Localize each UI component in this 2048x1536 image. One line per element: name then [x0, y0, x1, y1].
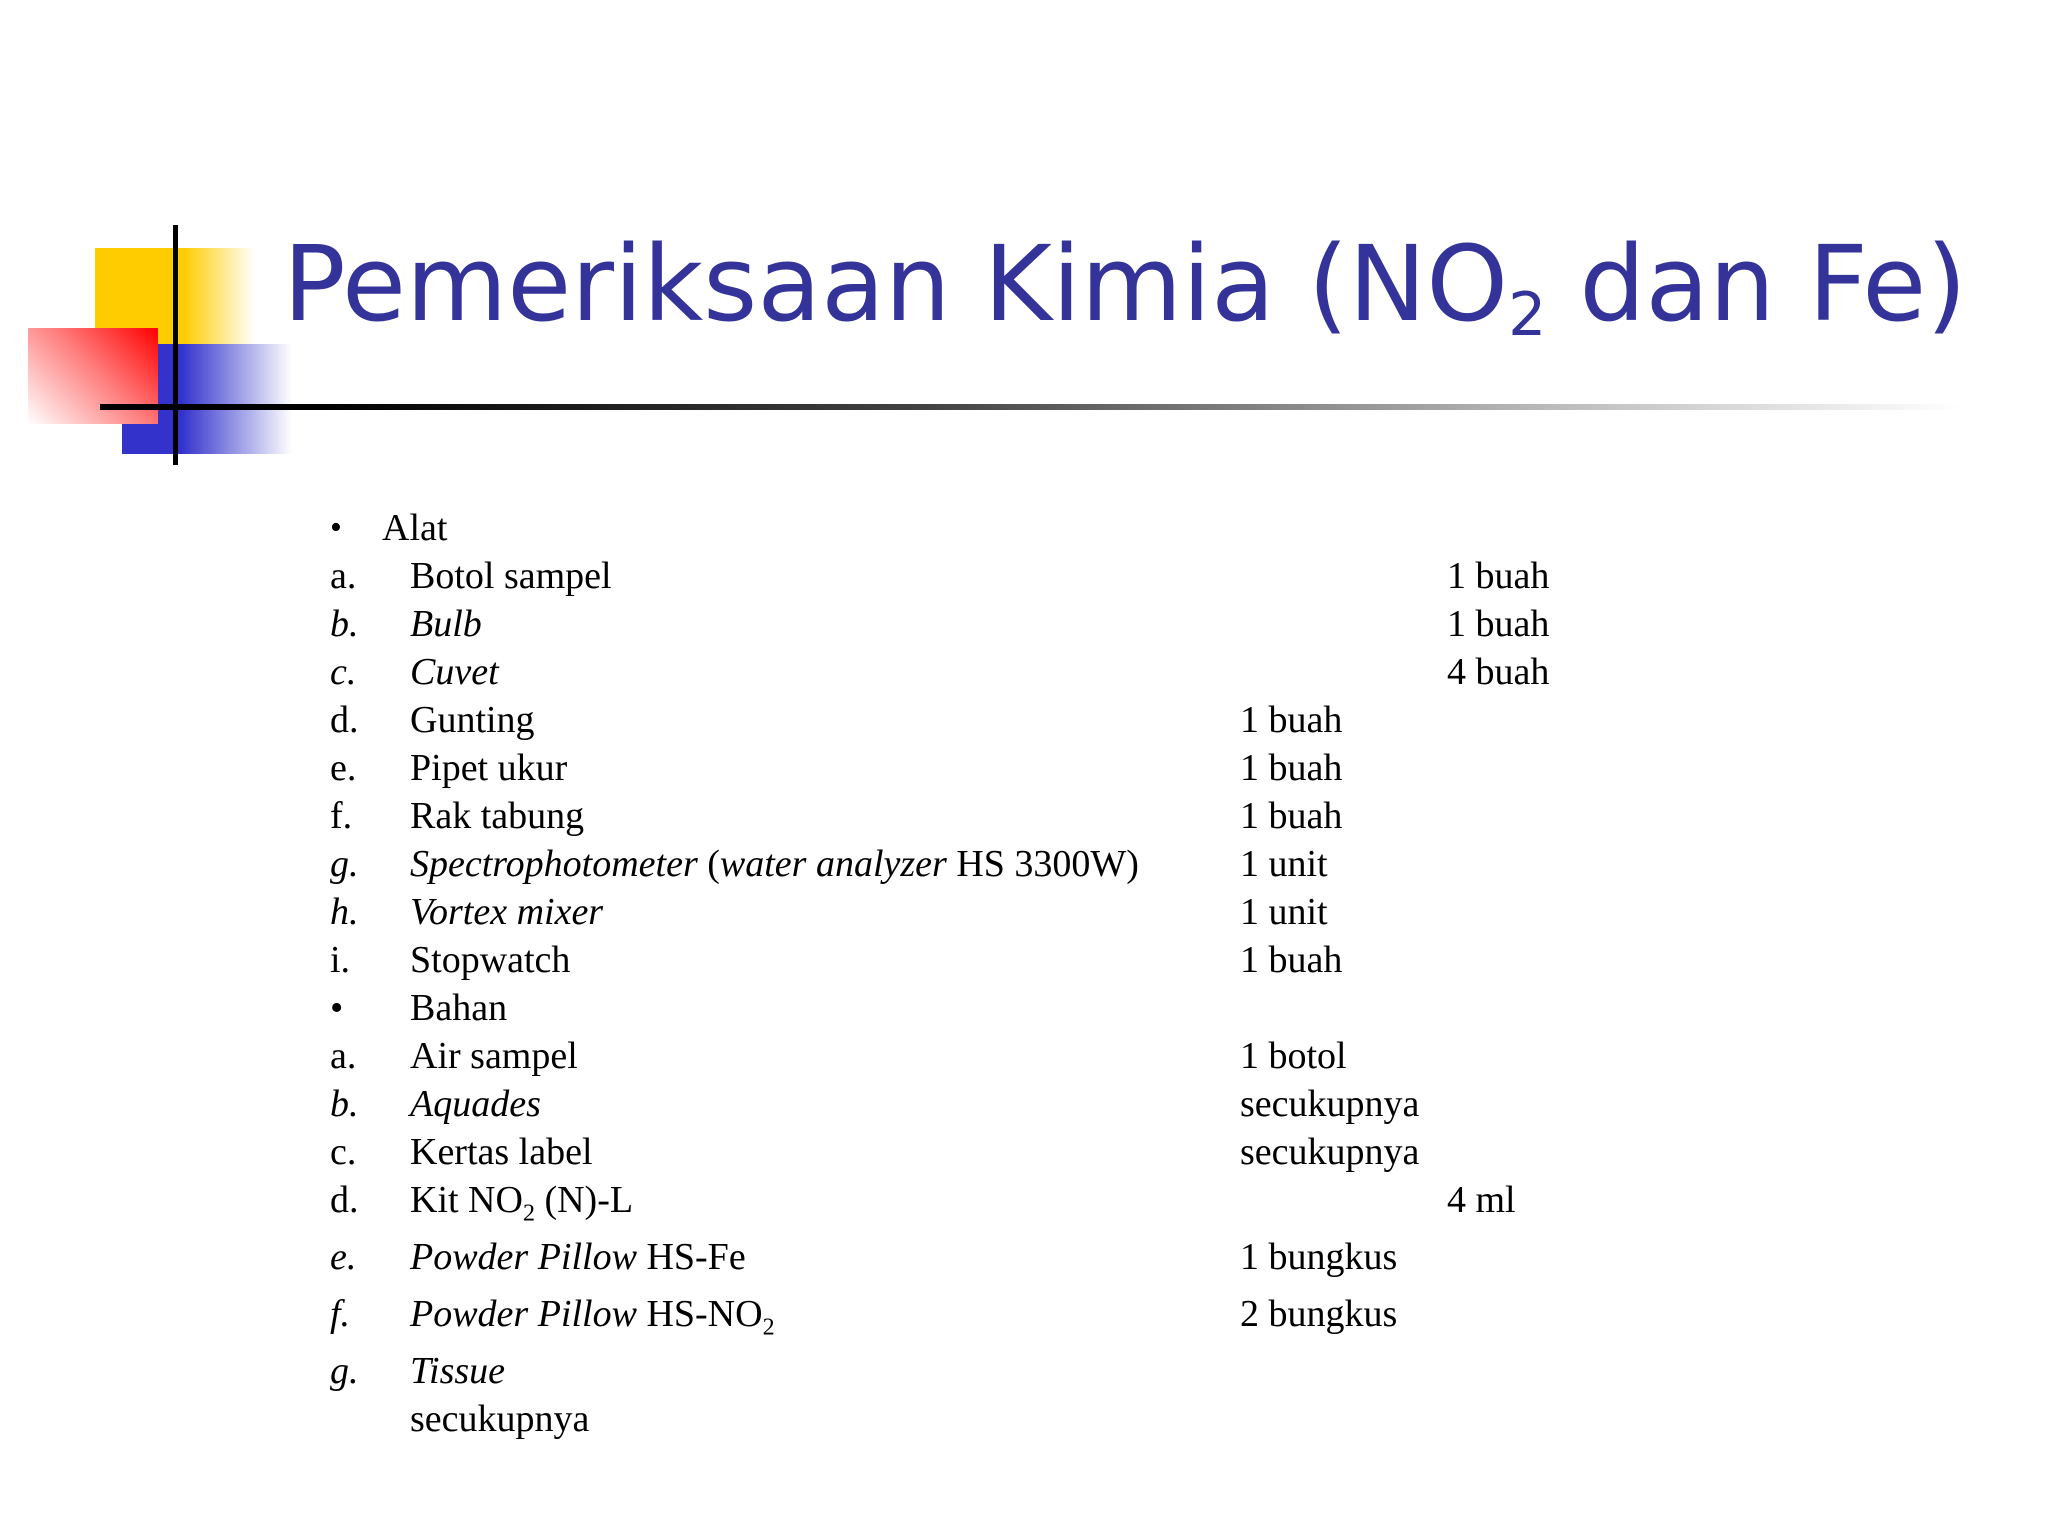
materials-list: • Alat a. Botol sampel 1 buah b. Bulb 1 buah c. Cuvet 4 buah d. Gunting 1 buah e. Pipet ukur 1 buah f. Rak tabung 1 buah g. Spectrophotometer (water analyzer HS 3300W) 1 unit h. Vortex mixer 1 unit i. Stopwatch 1 buah • Bahan a. Air sampel 1 botol b. Aquades secukupnya c. Kertas label secukupnya d. Kit $NO_2$ (N)-L 4 ml e. Powder Pillow HS-Fe 1 bungkus f. Powder Pillow $HS-NO_2$ 2 bungkus g. Tissue secukupnya — [0, 0, 2048, 1536]
bullet-icon: • — [330, 987, 344, 1029]
slide-title: Pemeriksaan Kimia ($NO_2$ dan Fe) — [283, 223, 1967, 350]
bullet-icon: • — [330, 509, 342, 546]
